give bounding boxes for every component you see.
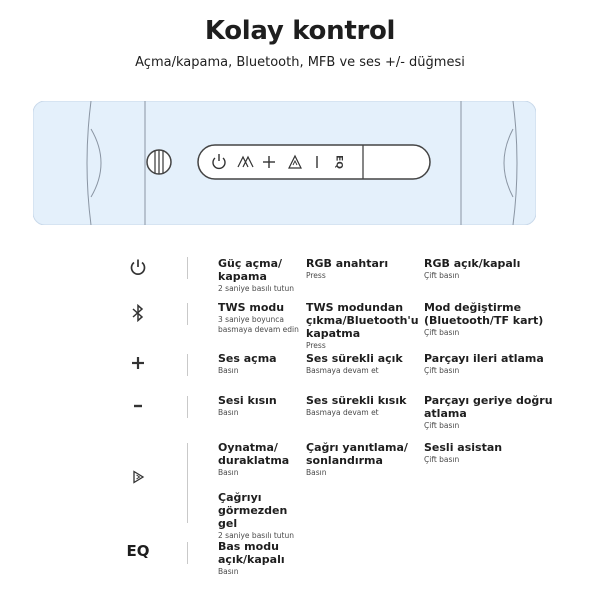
answer-end-call-action: Çağrı yanıtlama/ sonlandırma Basın [306,441,408,477]
eq-icon: EQ [126,542,150,560]
mode-switch-action: Mod değiştirme (Bluetooth/TF kart) Çift basın [424,301,544,337]
next-track-action: Parçayı ileri atlama Çift basın [424,352,544,375]
strap-ring-icon [147,150,171,174]
volume-down-action: Sesi kısın Basın [218,394,277,417]
power-icon [118,258,158,281]
rgb-on-off-action: RGB açık/kapalı Çift basın [424,257,521,280]
bluetooth-icon [118,304,158,327]
volume-up-action: Ses açma Basın [218,352,277,375]
tws-mode-action: TWS modu 3 saniye boyunca basmaya devam edin [218,301,299,334]
plus-icon [118,355,158,376]
play-pause-action: Oynatma/ duraklatma Basın [218,441,290,477]
bass-mode-action: Bas modu açık/kapalı Basın [218,540,285,576]
minus-icon [118,398,158,419]
tws-exit-action: TWS modundan çıkma/Bluetooth'u kapatma Press [306,301,419,350]
speaker-illustration [33,101,536,225]
page-subtitle: Açma/kapama, Bluetooth, MFB ve ses +/- düğmesi [135,55,465,70]
power-toggle-action: Güç açma/ kapama 2 saniye basılı tutun [218,257,294,293]
device-eq-button[interactable] [334,155,344,169]
previous-track-action: Parçayı geriye doğru atlama Çift basın [424,394,553,430]
reject-call-action: Çağrıyı görmezden gel 2 saniye basılı tutun [218,491,294,540]
rgb-switch-action: RGB anahtarı Press [306,257,389,280]
volume-continuous-up-action: Ses sürekli açık Basmaya devam et [306,352,403,375]
voice-assistant-action: Sesli asistan Çift basın [424,441,503,464]
svg-text:EQ: EQ [333,155,344,169]
page-title: Kolay kontrol [204,16,396,46]
play-icon [118,469,158,490]
volume-continuous-down-action: Ses sürekli kısık Basmaya devam et [306,394,407,417]
